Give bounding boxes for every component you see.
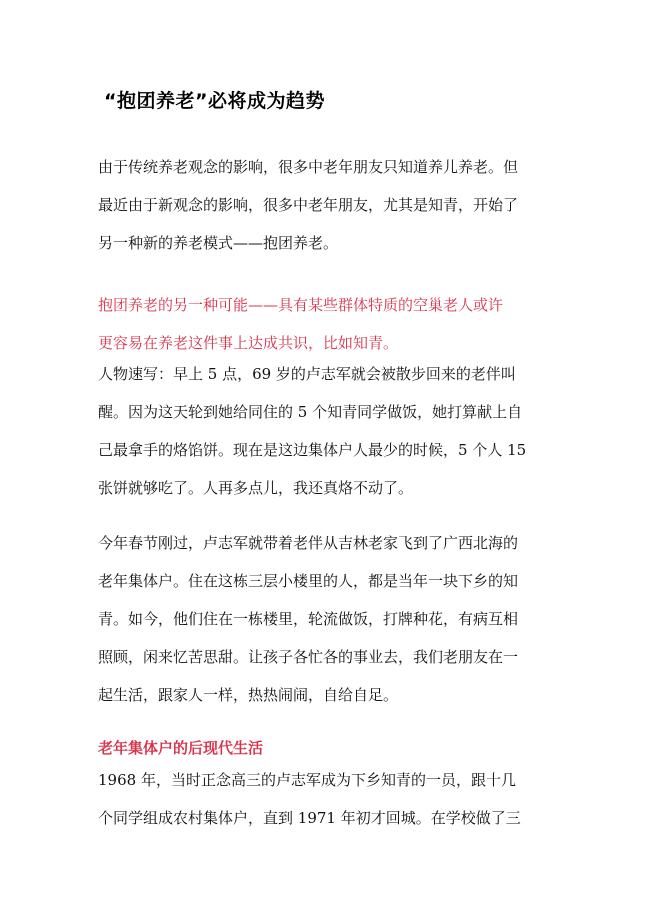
intro-line: 最近由于新观念的影响，很多中老年朋友，尤其是知青，开始了 (98, 196, 519, 214)
profile-line: 己最拿手的烙馅饼。现在是这边集体户人最少的时候，5 个人 15 (98, 441, 527, 459)
spring-line: 老年集体户。住在这栋三层小楼里的人，都是当年一块下乡的知 (98, 572, 519, 590)
profile-line: 醒。因为这天轮到她给同住的 5 个知青同学做饭，她打算献上自 (98, 403, 523, 421)
history-line: 个同学组成农村集体户，直到 1971 年初才回城。在学校做了三 (98, 809, 521, 827)
profile-line: 张饼就够吃了。人再多点儿，我还真烙不动了。 (98, 479, 414, 497)
highlight-line: 更容易在养老这件事上达成共识，比如知青。 (98, 334, 399, 352)
highlight-line: 抱团养老的另一种可能——具有某些群体特质的空巢老人或许 (98, 296, 504, 314)
profile-paragraph (98, 355, 558, 507)
history-paragraph (98, 761, 558, 837)
intro-line: 由于传统养老观念的影响，很多中老年朋友只知道养儿养老。但 (98, 158, 519, 176)
intro-line: 另一种新的养老模式——抱团养老。 (98, 234, 339, 252)
spring-paragraph (98, 524, 558, 714)
profile-line: 人物速写：早上 5 点，69 岁的卢志军就会被散步回来的老伴叫 (98, 365, 516, 383)
spring-line: 起生活，跟家人一样，热热闹闹，自给自足。 (98, 686, 399, 704)
highlight-paragraph (98, 286, 558, 362)
intro-paragraph (98, 148, 558, 262)
spring-line: 青。如今，他们住在一栋楼里，轮流做饭，打牌种花，有病互相 (98, 610, 519, 628)
spring-line: 今年春节刚过，卢志军就带着老伴从吉林老家飞到了广西北海的 (98, 534, 519, 552)
section-subheading: 老年集体户的后现代生活 (98, 739, 264, 757)
spring-line: 照顾，闲来忆苦思甜。让孩子各忙各的事业去，我们老朋友在一 (98, 648, 519, 666)
history-line: 1968 年，当时正念高三的卢志军成为下乡知青的一员，跟十几 (98, 771, 516, 789)
article-title: “抱团养老”必将成为趋势 (104, 90, 325, 112)
